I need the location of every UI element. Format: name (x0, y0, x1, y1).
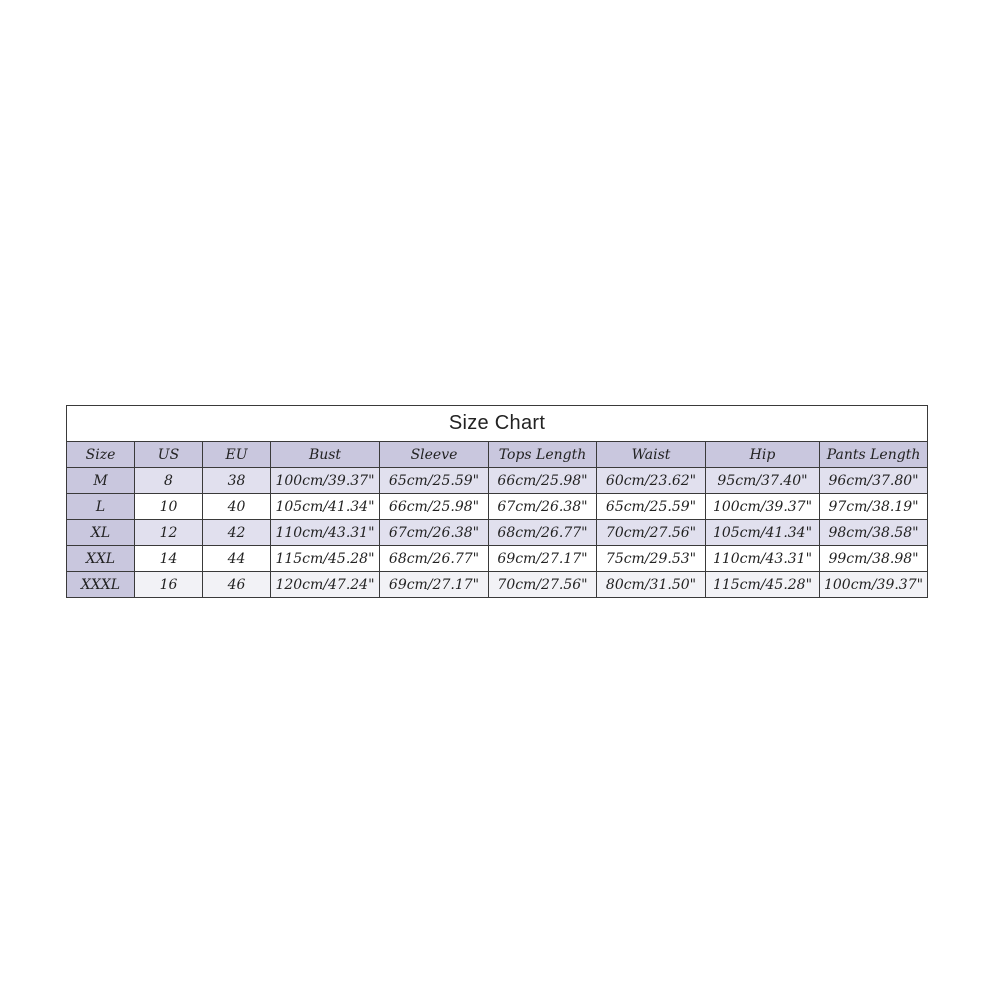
table-cell: 70cm/27.56" (597, 520, 706, 546)
column-header-tops-length: Tops Length (489, 442, 597, 468)
table-cell: 75cm/29.53" (597, 546, 706, 572)
table-cell: 80cm/31.50" (597, 572, 706, 598)
table-cell: 115cm/45.28" (706, 572, 820, 598)
table-cell: 67cm/26.38" (380, 520, 489, 546)
column-header-sleeve: Sleeve (380, 442, 489, 468)
table-cell: 98cm/38.58" (820, 520, 928, 546)
table-cell: 67cm/26.38" (489, 494, 597, 520)
table-cell: 66cm/25.98" (489, 468, 597, 494)
table-row (67, 572, 928, 598)
size-label-cell: XXXL (67, 572, 135, 598)
table-cell: 68cm/26.77" (489, 520, 597, 546)
table-row (67, 494, 928, 520)
size-label-cell: XXL (67, 546, 135, 572)
table-cell: 38 (203, 468, 271, 494)
table-cell: 99cm/38.98" (820, 546, 928, 572)
table-cell: 68cm/26.77" (380, 546, 489, 572)
table-cell: 110cm/43.31" (271, 520, 380, 546)
table-cell: 65cm/25.59" (597, 494, 706, 520)
table-cell: 100cm/39.37" (271, 468, 380, 494)
table-cell: 105cm/41.34" (271, 494, 380, 520)
column-header-pants-length: Pants Length (820, 442, 928, 468)
column-header-hip: Hip (706, 442, 820, 468)
table-cell: 110cm/43.31" (706, 546, 820, 572)
header-row (67, 442, 928, 468)
table-cell: 100cm/39.37" (706, 494, 820, 520)
table-cell: 120cm/47.24" (271, 572, 380, 598)
table-cell: 8 (135, 468, 203, 494)
table-cell: 105cm/41.34" (706, 520, 820, 546)
table-row (67, 520, 928, 546)
size-label-cell: M (67, 468, 135, 494)
table-cell: 10 (135, 494, 203, 520)
table-cell: 66cm/25.98" (380, 494, 489, 520)
column-header-bust: Bust (271, 442, 380, 468)
table-cell: 96cm/37.80" (820, 468, 928, 494)
table-row (67, 546, 928, 572)
table-cell: 69cm/27.17" (489, 546, 597, 572)
column-header-size: Size (67, 442, 135, 468)
table-cell: 16 (135, 572, 203, 598)
column-header-us: US (135, 442, 203, 468)
table-cell: 46 (203, 572, 271, 598)
table-cell: 115cm/45.28" (271, 546, 380, 572)
table-row (67, 468, 928, 494)
table-cell: 40 (203, 494, 271, 520)
table-cell: 65cm/25.59" (380, 468, 489, 494)
table-cell: 12 (135, 520, 203, 546)
column-header-eu: EU (203, 442, 271, 468)
table-cell: 60cm/23.62" (597, 468, 706, 494)
table-cell: 95cm/37.40" (706, 468, 820, 494)
table-cell: 97cm/38.19" (820, 494, 928, 520)
column-header-waist: Waist (597, 442, 706, 468)
size-label-cell: L (67, 494, 135, 520)
table-cell: 42 (203, 520, 271, 546)
table-cell: 44 (203, 546, 271, 572)
table-cell: 70cm/27.56" (489, 572, 597, 598)
table-cell: 69cm/27.17" (380, 572, 489, 598)
size-label-cell: XL (67, 520, 135, 546)
chart-title: Size Chart (67, 406, 928, 442)
size-chart (66, 405, 927, 598)
table-cell: 14 (135, 546, 203, 572)
size-chart-table (66, 405, 928, 598)
table-cell: 100cm/39.37" (820, 572, 928, 598)
